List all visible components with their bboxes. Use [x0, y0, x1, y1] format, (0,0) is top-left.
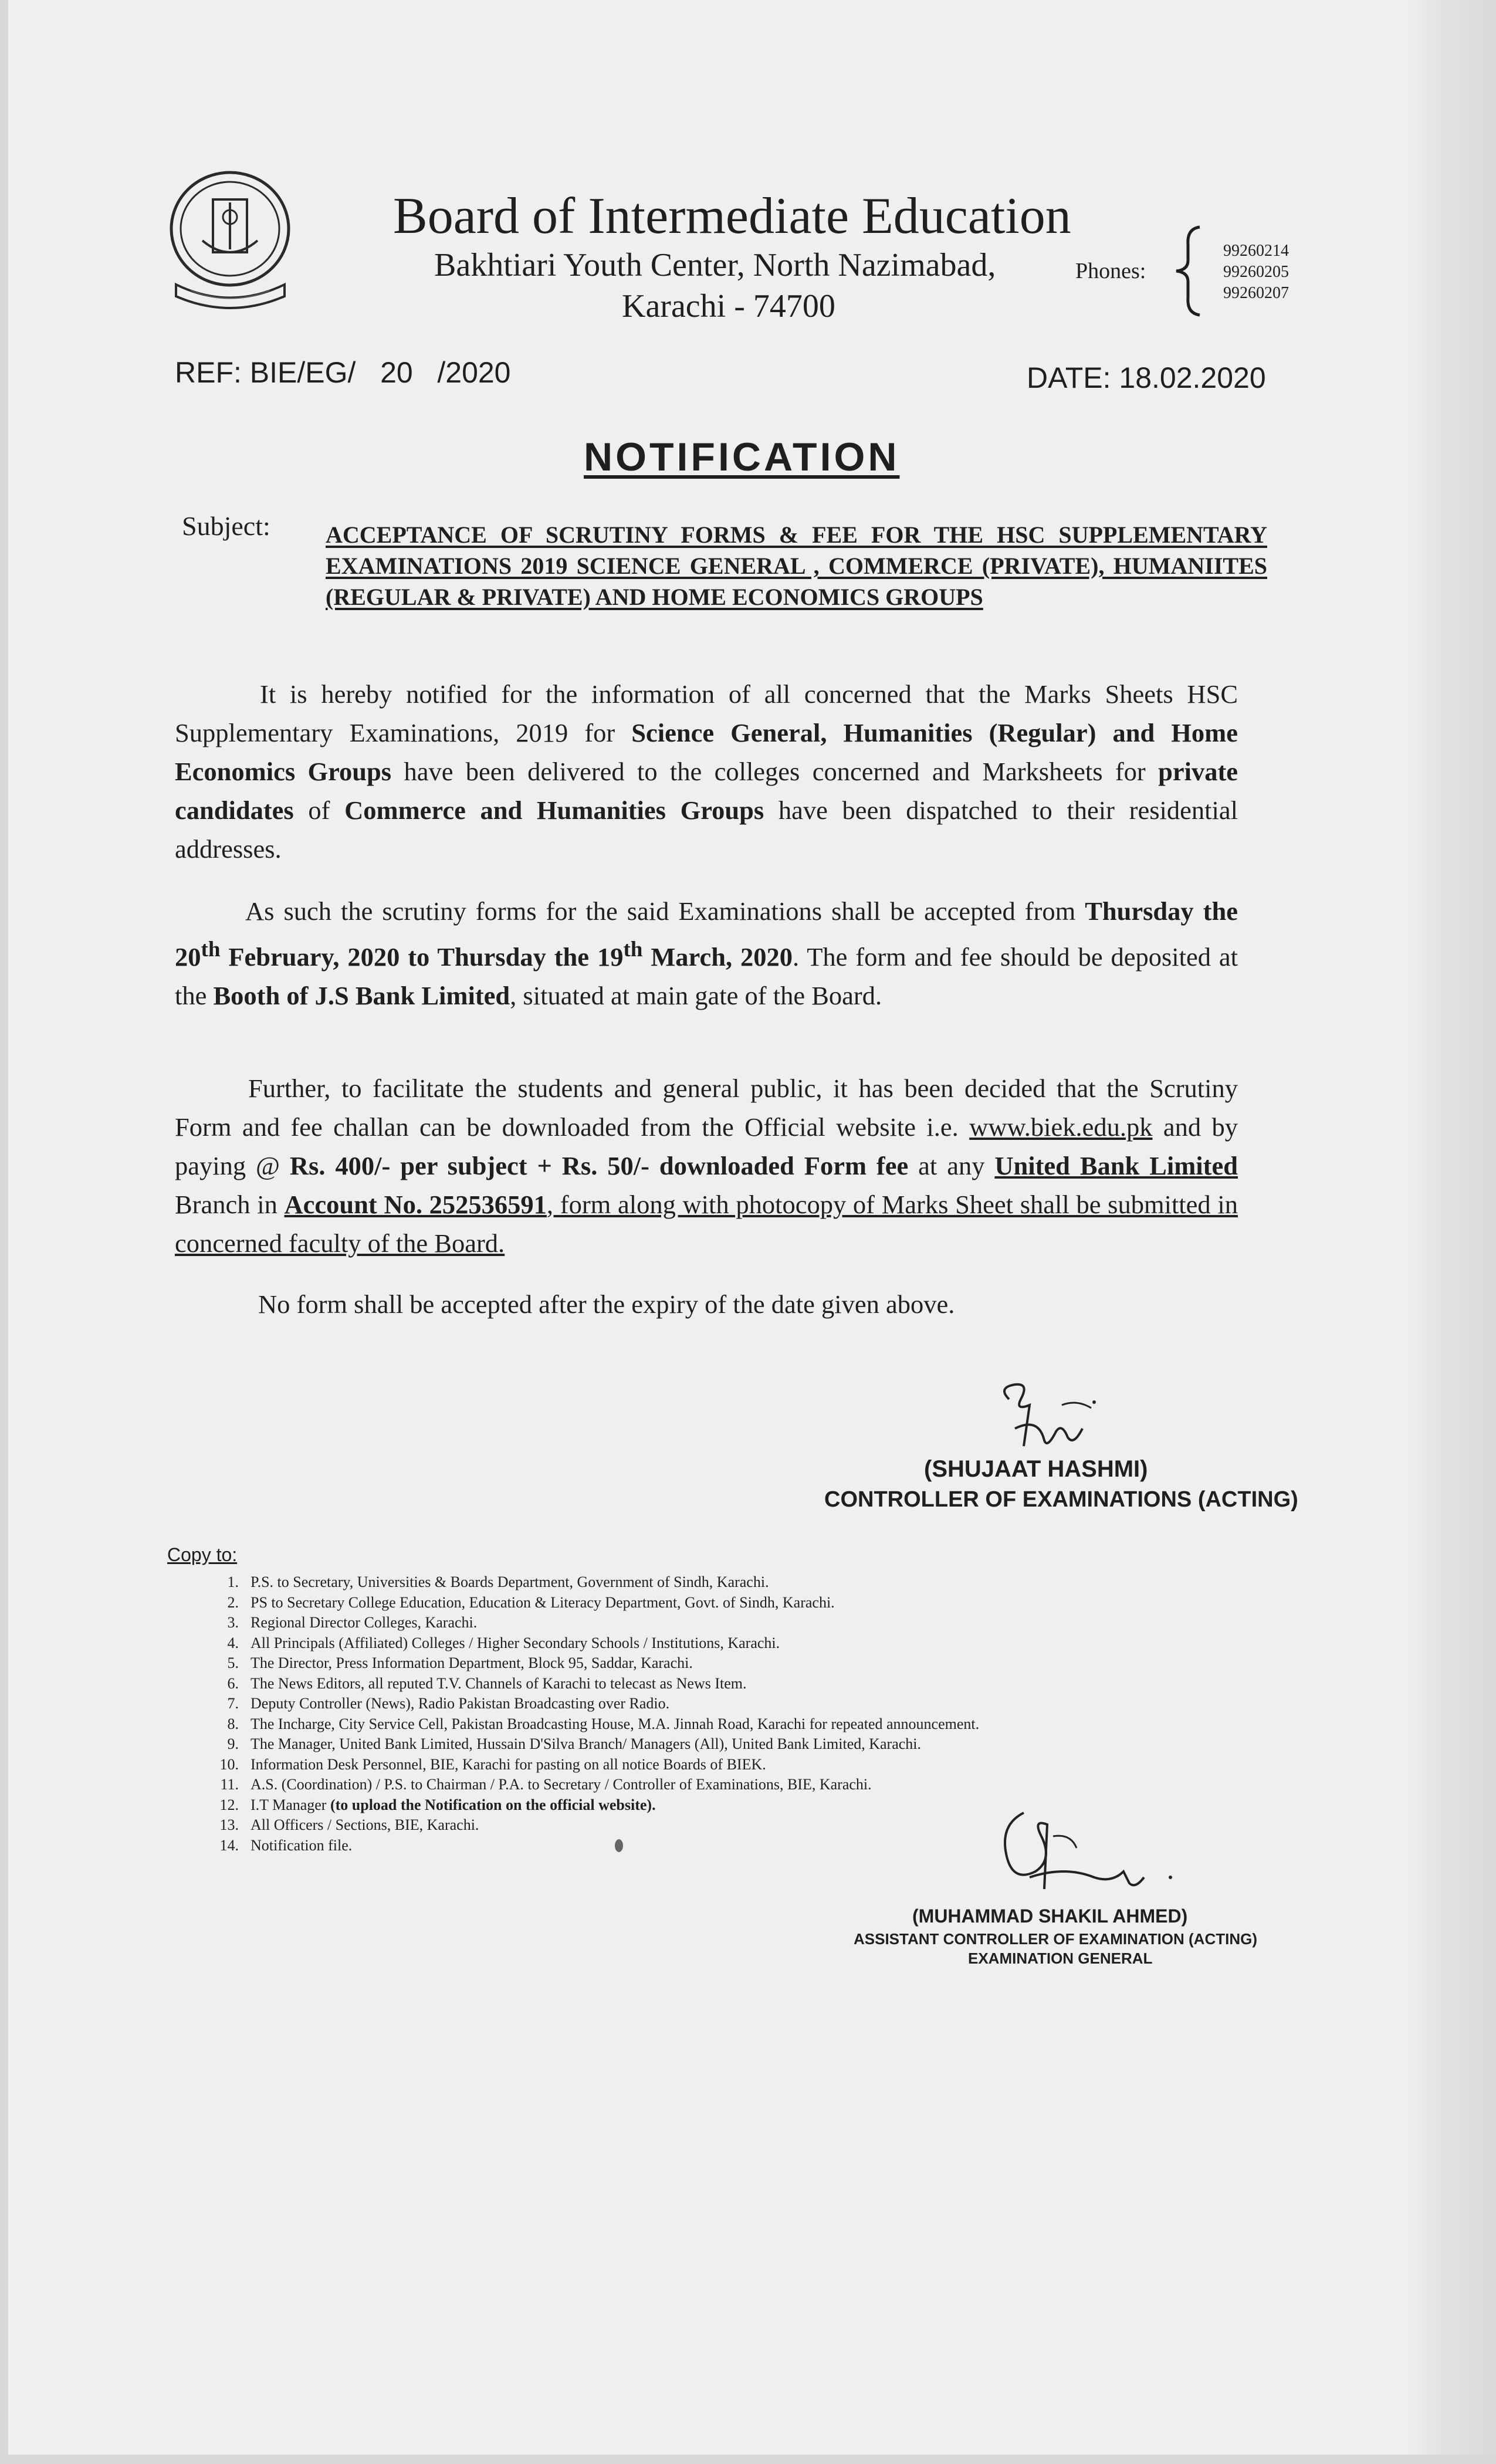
list-item: 4. All Principals (Affiliated) Colleges / Higher Secondary Schools / Institutions, Karachi.	[227, 1634, 780, 1651]
website-link[interactable]: www.biek.edu.pk	[969, 1112, 1153, 1142]
text-run: . The form and fee should be deposited at the	[175, 942, 1238, 1010]
text-run: at any	[908, 1151, 995, 1180]
signatory-1-name: (SHUJAAT HASHMI)	[924, 1456, 1148, 1482]
superscript: th	[201, 937, 221, 962]
address-line-2: Karachi - 74700	[622, 288, 835, 324]
paragraph-1	[175, 675, 1238, 868]
list-item: 3. Regional Director Colleges, Karachi.	[227, 1614, 478, 1631]
scan-edge-right	[1408, 0, 1496, 2464]
list-item: 14. Notification file.	[219, 1836, 353, 1854]
bold-run: Booth of J.S Bank Limited	[213, 980, 510, 1010]
list-item: 5. The Director, Press Information Department, Block 95, Saddar, Karachi.	[227, 1654, 693, 1671]
curly-brace-icon	[1170, 224, 1206, 318]
bold-run: March, 2020	[642, 942, 793, 972]
list-item: 1. P.S. to Secretary, Universities & Boards Department, Government of Sindh, Karachi.	[227, 1573, 769, 1590]
signatory-2-designation: ASSISTANT CONTROLLER OF EXAMINATION (ACTING)	[854, 1930, 1257, 1948]
text-run: , situated at main gate of the Board.	[510, 980, 882, 1010]
paragraph-4: No form shall be accepted after the expiry of the date given above.	[258, 1289, 955, 1319]
text-run: and by paying @	[175, 1112, 1238, 1180]
list-item: 9. The Manager, United Bank Limited, Hussain D'Silva Branch/ Managers (All), United Bank Limited, Karachi.	[227, 1735, 922, 1752]
list-item: 13. All Officers / Sections, BIE, Karachi.	[219, 1816, 479, 1833]
text-run: As such the scrutiny forms for the said Examinations shall be accepted from	[245, 896, 1085, 926]
bold-run: Commerce and Humanities Groups	[344, 796, 764, 825]
page-title: NOTIFICATION	[584, 435, 900, 479]
scan-speck	[615, 1839, 623, 1852]
signatory-1-designation: CONTROLLER OF EXAMINATIONS (ACTING)	[824, 1487, 1298, 1512]
reference-number: REF: BIE/EG/ 20 /2020	[175, 356, 511, 389]
notification-date: DATE: 18.02.2020	[1027, 361, 1266, 394]
list-item: 2. PS to Secretary College Education, Education & Literacy Department, Govt. of Sindh, Karachi.	[227, 1593, 835, 1611]
superscript: th	[623, 937, 643, 962]
phone-numbers	[1223, 241, 1289, 304]
subject-label: Subject:	[182, 511, 270, 541]
phone-number: 99260205	[1223, 263, 1289, 281]
list-item: 10. Information Desk Personnel, BIE, Karachi for pasting on all notice Boards of BIEK.	[219, 1755, 766, 1773]
text-run: It is hereby notified for the information of all concerned that the Marks Sheets HSC Supplementary Examinations, 2019 for	[175, 679, 1238, 747]
bold-run: Rs. 400/- per subject + Rs. 50/- downloaded Form fee	[289, 1151, 909, 1180]
text-run: have been delivered to the colleges concerned and Marksheets for	[391, 757, 1159, 786]
list-item: 7. Deputy Controller (News), Radio Pakistan Broadcasting over Radio.	[227, 1695, 670, 1712]
text-run: Branch in	[175, 1190, 285, 1219]
text-run: Further, to facilitate the students and general public, it has been decided that the Scrutiny Form and fee challan can be downloaded from the Official website i.e.	[175, 1074, 1238, 1142]
scan-edge-left	[0, 0, 8, 2464]
bold-run: private candidates	[175, 757, 1238, 825]
text-run: of	[293, 796, 345, 825]
bank-name: United Bank Limited	[994, 1151, 1238, 1180]
phone-number: 99260214	[1223, 242, 1289, 260]
scan-edge-bottom	[0, 2455, 1496, 2464]
board-emblem-icon	[167, 170, 293, 314]
text-run: have been dispatched to their residential addresses.	[175, 796, 1238, 864]
bold-run: Thursday the 20	[175, 896, 1238, 972]
copy-to-heading: Copy to:	[167, 1544, 238, 1565]
account-number: Account No. 252536591	[284, 1190, 547, 1219]
phone-number: 99260207	[1223, 284, 1289, 302]
list-item: 11. A.S. (Coordination) / P.S. to Chairman / P.A. to Secretary / Controller of Examinations, BIE, Karachi.	[220, 1776, 872, 1793]
signatory-2-section: EXAMINATION GENERAL	[968, 1949, 1153, 1967]
signature-2	[977, 1801, 1188, 1918]
list-item: 6. The News Editors, all reputed T.V. Channels of Karachi to telecast as News Item.	[227, 1674, 747, 1692]
list-item: 12. I.T Manager (to upload the Notification on the official website).	[219, 1796, 656, 1813]
signatory-2-name: (MUHAMMAD SHAKIL AHMED)	[912, 1905, 1188, 1927]
paragraph-3	[175, 1069, 1238, 1263]
bold-run: February, 2020 to Thursday the 19	[220, 942, 624, 972]
text-run: , form along with photocopy of Marks Sheet shall be submitted in concerned faculty of the Board.	[175, 1190, 1238, 1258]
address-line-1: Bakhtiari Youth Center, North Nazimabad,	[434, 247, 996, 283]
list-item: 8. The Incharge, City Service Cell, Pakistan Broadcasting House, M.A. Jinnah Road, Karachi for repeated announcement.	[227, 1715, 980, 1732]
phones-label: Phones:	[1075, 259, 1146, 283]
subject-text: ACCEPTANCE OF SCRUTINY FORMS & FEE FOR THE HSC SUPPLEMENTARY EXAMINATIONS 2019 SCIENCE GENERAL , COMMERCE (PRIVATE), HUMANIITES (REGULAR & PRIVATE) AND HOME ECONOMICS GROUPS	[326, 522, 1267, 610]
bold-run: Science General, Humanities (Regular) and Home Economics Groups	[175, 718, 1238, 786]
paragraph-2	[175, 892, 1238, 1015]
board-name: Board of Intermediate Education	[393, 188, 1071, 245]
